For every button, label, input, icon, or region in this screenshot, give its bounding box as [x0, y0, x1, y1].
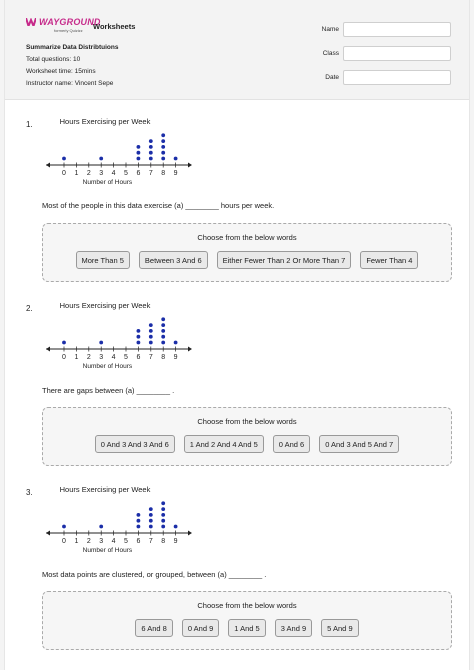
data-point	[137, 335, 141, 339]
x-tick-label: 9	[173, 538, 178, 545]
data-point	[149, 157, 153, 161]
question-text: There are gaps between (a) ________ .	[42, 386, 175, 395]
worksheet-header	[5, 0, 469, 100]
data-point	[149, 507, 153, 511]
data-point	[161, 525, 165, 529]
data-point	[149, 513, 153, 517]
dot-plot-chart	[39, 482, 199, 562]
date-field[interactable]	[343, 70, 451, 85]
chart-title: Hours Exercising per Week	[59, 301, 151, 310]
worksheet-page	[4, 0, 470, 670]
x-tick-label: 1	[74, 354, 79, 361]
data-point	[62, 525, 66, 529]
logo-mark-icon	[26, 18, 36, 26]
data-point	[161, 329, 165, 333]
word-bank	[42, 407, 452, 466]
class-field[interactable]	[343, 46, 451, 61]
header-title: Worksheets	[93, 22, 136, 31]
x-tick-label: 5	[124, 170, 128, 177]
data-point	[137, 151, 141, 155]
word-bank	[42, 223, 452, 282]
answer-choice[interactable]: 0 And 3 And 5 And 7	[319, 435, 399, 453]
chart-title: Hours Exercising per Week	[59, 117, 151, 126]
date-label: Date	[325, 74, 339, 81]
data-point	[99, 341, 103, 345]
data-point	[149, 341, 153, 345]
data-point	[149, 335, 153, 339]
x-tick-label: 8	[161, 354, 166, 361]
data-point	[149, 329, 153, 333]
axis-arrow-left-icon	[46, 531, 50, 536]
question-text: Most data points are clustered, or grouped, between (a) ________ .	[42, 570, 267, 579]
logo-text: WAYGROUND	[39, 17, 101, 27]
data-point	[161, 341, 165, 345]
data-point	[99, 157, 103, 161]
data-point	[174, 525, 178, 529]
data-point	[137, 329, 141, 333]
x-tick-label: 9	[173, 354, 178, 361]
x-tick-label: 7	[148, 538, 153, 545]
x-tick-label: 6	[136, 538, 141, 545]
answer-choice[interactable]: 5 And 9	[321, 619, 358, 637]
x-tick-label: 0	[62, 538, 66, 545]
x-tick-label: 0	[62, 170, 66, 177]
data-point	[174, 157, 178, 161]
data-point	[161, 157, 165, 161]
data-point	[161, 507, 165, 511]
data-point	[161, 317, 165, 321]
answer-choice[interactable]: 0 And 6	[273, 435, 310, 453]
data-point	[137, 513, 141, 517]
data-point	[149, 145, 153, 149]
answer-choice[interactable]: More Than 5	[76, 251, 130, 269]
x-axis-label: Number of Hours	[82, 179, 133, 186]
data-point	[149, 525, 153, 529]
x-tick-label: 2	[86, 170, 91, 177]
data-point	[161, 519, 165, 523]
chart-title: Hours Exercising per Week	[59, 485, 151, 494]
x-tick-label: 1	[74, 170, 79, 177]
word-bank-title: Choose from the below words	[197, 417, 297, 426]
wayground-logo	[26, 17, 101, 33]
x-tick-label: 5	[124, 354, 128, 361]
question-number: 1.	[26, 120, 33, 129]
word-bank-title: Choose from the below words	[197, 233, 297, 242]
data-point	[161, 139, 165, 143]
data-point	[149, 323, 153, 327]
class-label: Class	[322, 50, 339, 57]
x-tick-label: 7	[148, 170, 153, 177]
data-point	[161, 323, 165, 327]
data-point	[161, 501, 165, 505]
question-number: 3.	[26, 488, 33, 497]
question-number: 2.	[26, 304, 33, 313]
x-tick-label: 3	[99, 538, 104, 545]
answer-choice[interactable]: 0 And 9	[182, 619, 219, 637]
data-point	[99, 525, 103, 529]
x-tick-label: 8	[161, 538, 166, 545]
x-tick-label: 6	[136, 354, 141, 361]
x-tick-label: 0	[62, 354, 66, 361]
x-tick-label: 9	[173, 170, 178, 177]
axis-arrow-right-icon	[188, 163, 192, 168]
x-tick-label: 7	[148, 354, 153, 361]
data-point	[149, 139, 153, 143]
data-point	[137, 519, 141, 523]
word-bank	[42, 591, 452, 650]
x-tick-label: 4	[111, 354, 116, 361]
question-text: Most of the people in this data exercise (a) ________ hours per week.	[42, 201, 275, 210]
answer-choice[interactable]: 1 And 5	[228, 619, 265, 637]
data-point	[161, 133, 165, 137]
x-tick-label: 3	[99, 354, 104, 361]
total-questions: Total questions: 10	[26, 56, 81, 63]
answer-choice[interactable]: 3 And 9	[275, 619, 312, 637]
data-point	[137, 145, 141, 149]
x-tick-label: 3	[99, 170, 104, 177]
x-tick-label: 2	[86, 354, 91, 361]
data-point	[149, 151, 153, 155]
answer-choice[interactable]: Either Fewer Than 2 Or More Than 7	[217, 251, 352, 269]
data-point	[161, 145, 165, 149]
name-label: Name	[321, 26, 339, 33]
data-point	[62, 341, 66, 345]
logo-subtext: formerly Quizizz	[54, 28, 83, 33]
data-point	[161, 335, 165, 339]
dot-plot-chart	[39, 114, 199, 194]
axis-arrow-left-icon	[46, 163, 50, 168]
data-point	[137, 525, 141, 529]
x-axis-label: Number of Hours	[82, 547, 133, 554]
instructor-name: Instructor name: Vincent Sepe	[26, 80, 114, 87]
x-tick-label: 4	[111, 170, 116, 177]
x-tick-label: 1	[74, 538, 79, 545]
data-point	[137, 341, 141, 345]
x-tick-label: 4	[111, 538, 116, 545]
axis-arrow-right-icon	[188, 531, 192, 536]
data-point	[137, 157, 141, 161]
x-tick-label: 5	[124, 538, 128, 545]
answer-choice[interactable]: 6 And 8	[135, 619, 172, 637]
x-tick-label: 6	[136, 170, 141, 177]
worksheet-time: Worksheet time: 15mins	[26, 68, 96, 75]
data-point	[174, 341, 178, 345]
axis-arrow-right-icon	[188, 347, 192, 352]
data-point	[161, 513, 165, 517]
data-point	[62, 157, 66, 161]
x-tick-label: 2	[86, 538, 91, 545]
word-bank-title: Choose from the below words	[197, 601, 297, 610]
data-point	[161, 151, 165, 155]
dot-plot-chart	[39, 298, 199, 378]
worksheet-name: Summarize Data Distribtuions	[26, 44, 119, 51]
x-tick-label: 8	[161, 170, 166, 177]
answer-choice[interactable]: Between 3 And 6	[139, 251, 208, 269]
answer-choice[interactable]: 0 And 3 And 3 And 6	[95, 435, 175, 453]
name-field[interactable]	[343, 22, 451, 37]
answer-choice[interactable]: Fewer Than 4	[360, 251, 418, 269]
data-point	[149, 519, 153, 523]
axis-arrow-left-icon	[46, 347, 50, 352]
x-axis-label: Number of Hours	[82, 363, 133, 370]
answer-choice[interactable]: 1 And 2 And 4 And 5	[184, 435, 264, 453]
